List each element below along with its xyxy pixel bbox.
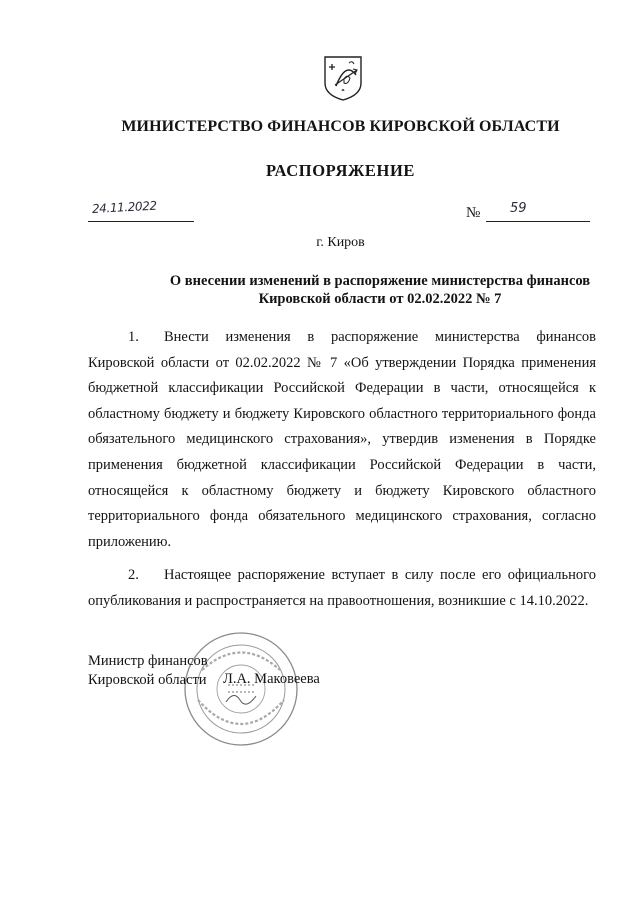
paragraph-2-number: 2.: [128, 567, 139, 583]
signer-title: [88, 652, 208, 690]
signer-name: Л.А. Маковеева: [223, 671, 320, 687]
signer-title-line-1: Министр финансов: [88, 653, 208, 669]
number-sign: №: [466, 205, 481, 221]
ministry-name: МИНИСТЕРСТВО ФИНАНСОВ КИРОВСКОЙ ОБЛАСТИ: [121, 118, 560, 135]
paragraph-2: [88, 563, 596, 614]
paragraph-1: [88, 325, 596, 555]
document-subject: [120, 272, 639, 308]
paragraph-1-text: Внести изменения в распоряжение министерства финансов Кировской области от 02.02.2022 № 7 «Об утверждении Порядка применения бюджетной классификации Российской Федерации в части, относящейся к областному бюджету и бюджету Кировского областного территориального фонда обязательного медицинского страхования», утвердив изменения в Порядке применения бюджетной классификации Российской Федерации в части, относящейся к областному бюджету и бюджету Кировского областного территориального фонда обязательного медицинского страхования, согласно приложению.: [88, 329, 596, 550]
city: г. Киров: [316, 235, 365, 250]
subject-line-2: Кировской области от 02.02.2022 № 7: [258, 291, 502, 307]
date-field: [88, 198, 194, 222]
handwritten-number: 59: [510, 201, 527, 216]
paragraph-2-text: Настоящее распоряжение вступает в силу после его официального опубликования и распространяется на правоотношения, возникшие с 14.10.2022.: [88, 567, 596, 609]
kirov-coat-of-arms-icon: [322, 55, 364, 101]
signer-title-line-2: Кировской области: [88, 672, 207, 688]
number-field: [486, 203, 590, 222]
handwritten-date: 24.11.2022: [91, 198, 157, 216]
paragraph-1-number: 1.: [128, 329, 139, 345]
document-type: РАСПОРЯЖЕНИЕ: [265, 161, 415, 180]
subject-line-1: О внесении изменений в распоряжение министерства финансов: [169, 273, 591, 289]
